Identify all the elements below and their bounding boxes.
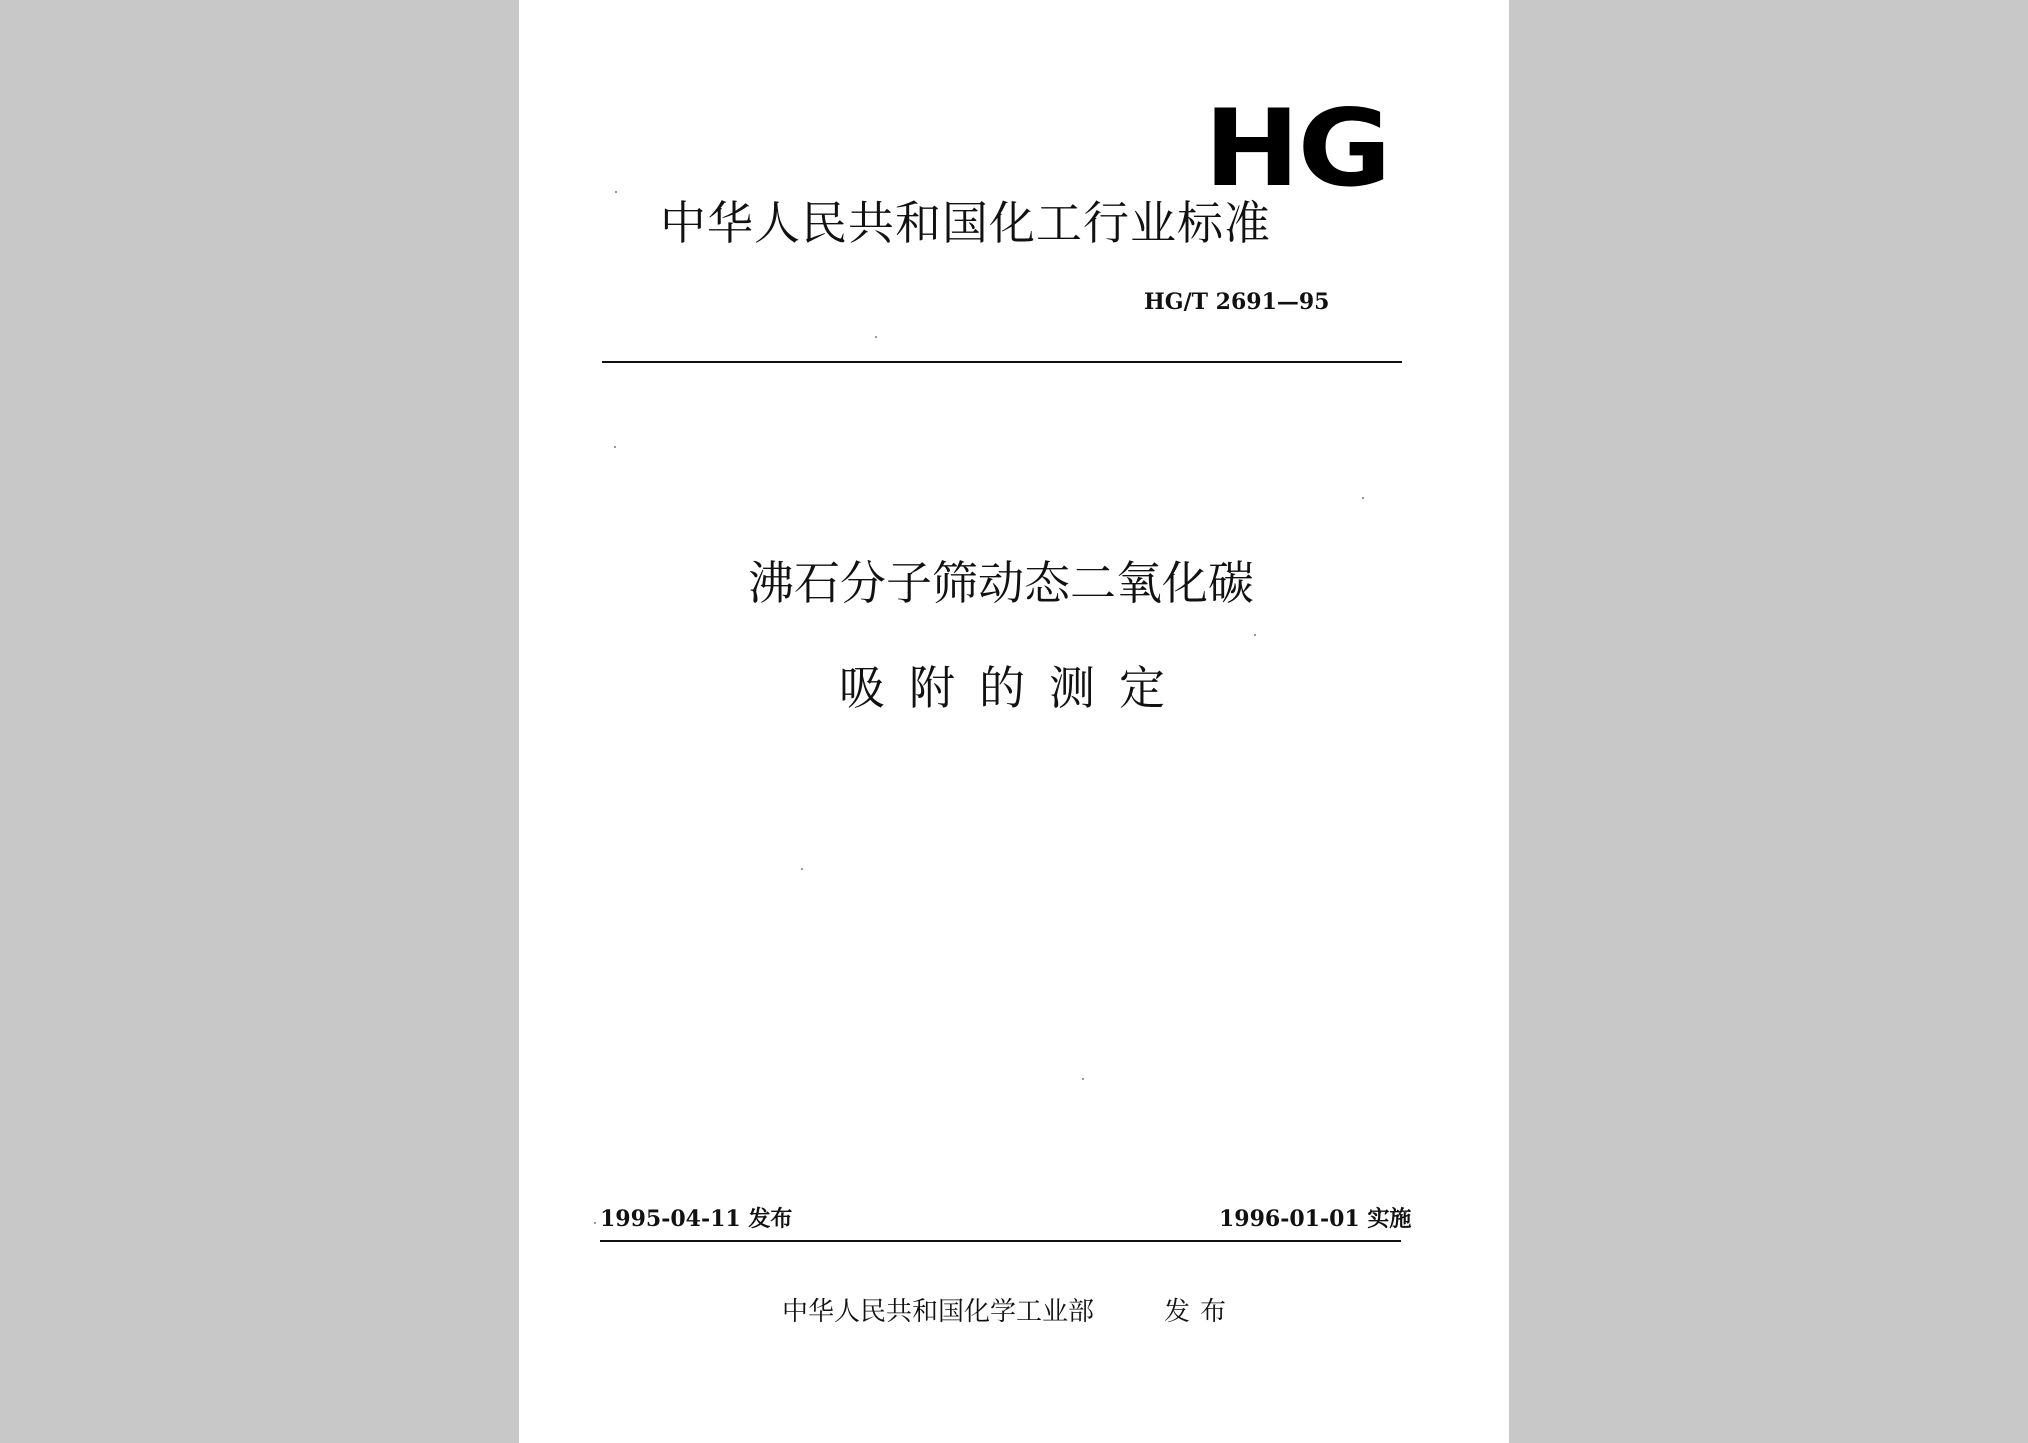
scan-speck: [875, 336, 877, 338]
standard-number: HG/T 2691—95: [1144, 289, 1330, 315]
standard-category-title: 中华人民共和国化工行业标准: [660, 196, 1271, 250]
publish-label: 发布: [1164, 1297, 1237, 1327]
scan-speck: [1254, 634, 1256, 636]
scan-speck: [1082, 1078, 1084, 1080]
scan-speck: [801, 868, 803, 870]
scan-speck: [594, 1222, 596, 1224]
scan-speck: [1362, 497, 1364, 499]
publisher-name: 中华人民共和国化学工业部: [782, 1297, 1095, 1327]
document-title-line2: 吸附的测定: [839, 661, 1189, 715]
header-divider: [602, 361, 1402, 363]
document-title-line1: 沸石分子筛动态二氧化碳: [748, 556, 1254, 610]
scan-speck: [614, 446, 616, 448]
hg-logo: HG: [1204, 87, 1390, 210]
scan-speck: [615, 191, 617, 193]
issue-date: 1995-04-11 发布: [600, 1206, 793, 1232]
effective-date: 1996-01-01 实施: [1219, 1206, 1412, 1232]
document-page: [519, 0, 1509, 1443]
footer-divider: [600, 1240, 1401, 1242]
